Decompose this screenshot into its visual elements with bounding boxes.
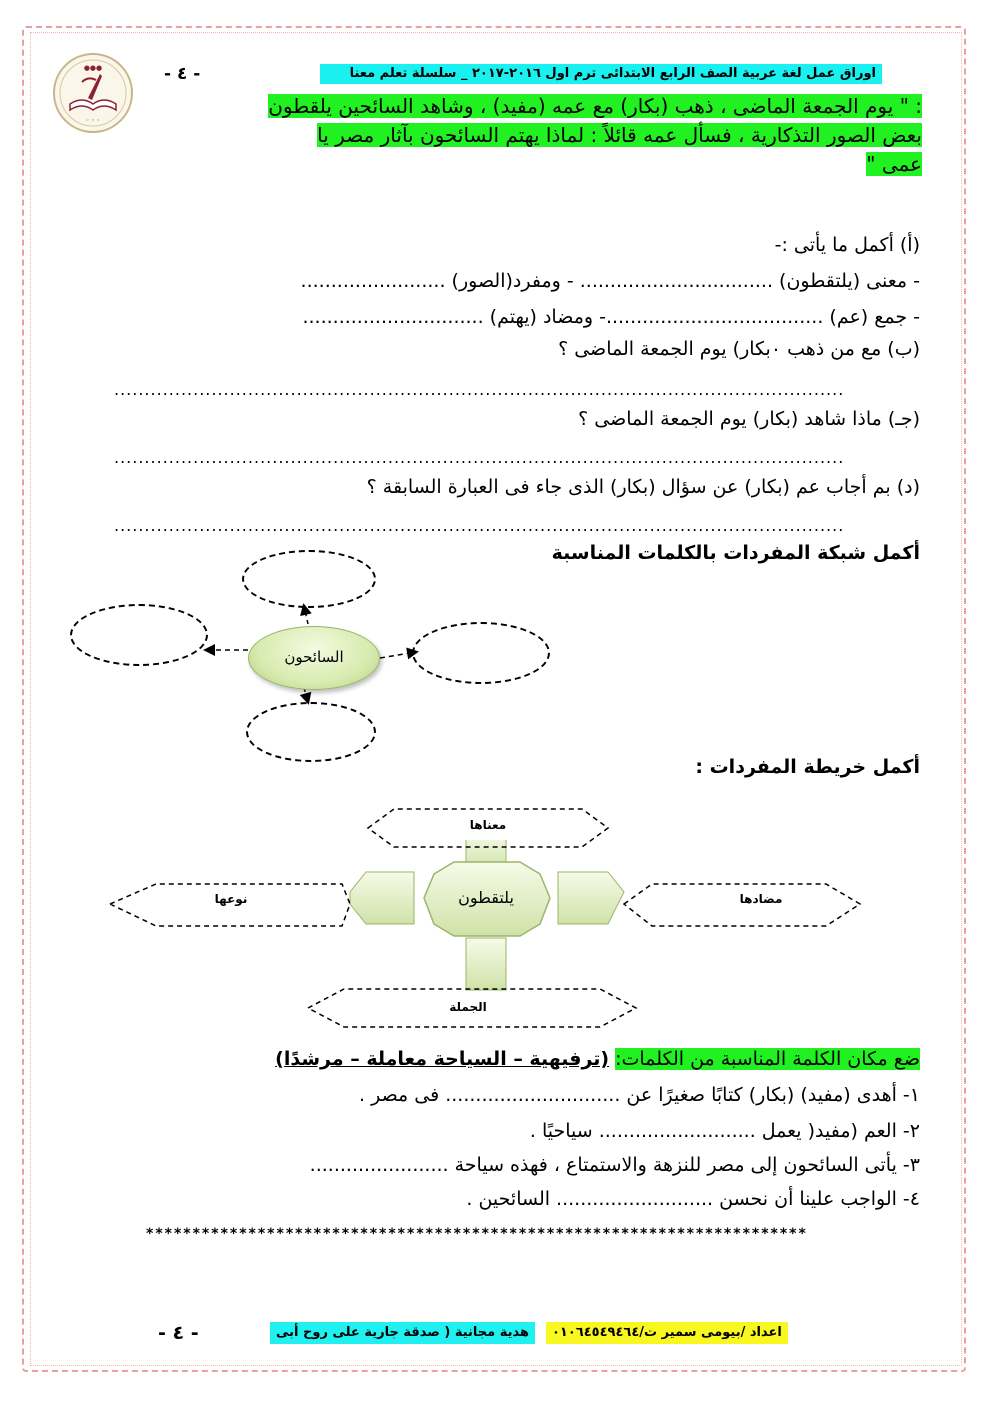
vocab-map-title: أكمل خريطة المفردات : [695, 756, 920, 778]
question-b: (ب) مع من ذهب ٠بكار) يوم الجمعة الماضى ؟ [558, 338, 920, 360]
vocab-network-node-right[interactable] [412, 622, 550, 684]
svg-text:●●●: ●●● [83, 64, 103, 72]
fill-in-item-3: ٣- يأتى السائحون إلى مصر للنزهة والاستمتاع ، فهذه سياحة ....................... [309, 1154, 920, 1176]
vocab-map-right-label: مضادها [739, 892, 783, 906]
question-d: (د) بم أجاب عم (بكار) عن سؤال (بكار) الذى جاء فى العبارة السابقة ؟ [366, 476, 920, 498]
separator-stars: *********************************************************************** [146, 1226, 808, 1242]
fill-in-item-1: ١- أهدى (مفيد) (بكار) كتابًا صغيرًا عن ............................. فى مصر . [359, 1084, 920, 1106]
fill-in-item-4: ٤- الواجب علينا أن نحسن .......................... السائحين . [466, 1188, 920, 1210]
fill-in-word-bank: (ترفيهية – السياحة معاملة – مرشدًا) [275, 1048, 610, 1070]
question-a-line-1: - معنى (يلتقطون) ................................ - ومفرد(الصور) ........................ [300, 270, 920, 292]
question-a-title: (أ) أكمل ما يأتى :- [774, 234, 920, 256]
vocab-network-node-top[interactable] [242, 550, 376, 608]
question-a-line-2: - جمع (عم) ....................................- ومضاد (يهتم) .............................. [302, 306, 920, 328]
answer-line-b[interactable]: ........................................................................................................................ [114, 380, 845, 399]
header-page-number: - ٤ - [164, 64, 201, 84]
reading-passage [170, 92, 922, 179]
question-c: (جـ) ماذا شاهد (بكار) يوم الجمعة الماضى ؟ [578, 408, 920, 430]
answer-line-c[interactable]: ........................................................................................................................ [114, 448, 845, 467]
vocab-network-node-left[interactable] [70, 604, 208, 666]
passage-line-3: عمى " [866, 152, 922, 176]
fill-in-item-2: ٢- العم (مفيد( يعمل .......................... سياحيًا . [529, 1120, 920, 1142]
vocab-map-left-label: نوعها [214, 892, 248, 906]
header-banner: اوراق عمل لغة عربية الصف الرابع الابتدائى ترم اول ٢٠١٦-٢٠١٧ _ سلسلة تعلم معنا [320, 64, 882, 84]
passage-line-1: : " يوم الجمعة الماضى ، ذهب (بكار) مع عمه (مفيد) ، وشاهد السائحين يلقطون [268, 94, 922, 118]
passage-line-2: بعض الصور التذكارية ، فسأل عمه قائلاً : لماذا يهتم السائحون بآثار مصر يا [317, 123, 922, 147]
vocab-network-center: السائحون [248, 626, 380, 690]
vocab-network-title: أكمل شبكة المفردات بالكلمات المناسبة [551, 542, 920, 564]
answer-line-d[interactable]: ........................................................................................................................ [114, 516, 845, 535]
vocab-network-node-bottom[interactable] [246, 702, 376, 762]
fill-in-instruction [275, 1048, 920, 1070]
book-quill-logo-icon [52, 52, 134, 134]
vocab-map-center-label: يلتقطون [458, 888, 514, 907]
vocab-map-bottom-label: الجملة [449, 1000, 487, 1014]
footer-author: اعداد /بيومى سمير ت/٠١٠٦٤٥٤٩٤٦٤ [546, 1322, 788, 1344]
svg-text:◦ ◦ ◦: ◦ ◦ ◦ [85, 117, 101, 124]
footer-dedication: هدية مجانية ( صدقة جارية على روح أبى [270, 1322, 535, 1344]
vocab-map-top-label: معناها [469, 818, 507, 832]
footer-page-number: - ٤ - [158, 1322, 199, 1344]
fill-in-instruction-text: ضع مكان الكلمة المناسبة من الكلمات: [615, 1048, 920, 1070]
